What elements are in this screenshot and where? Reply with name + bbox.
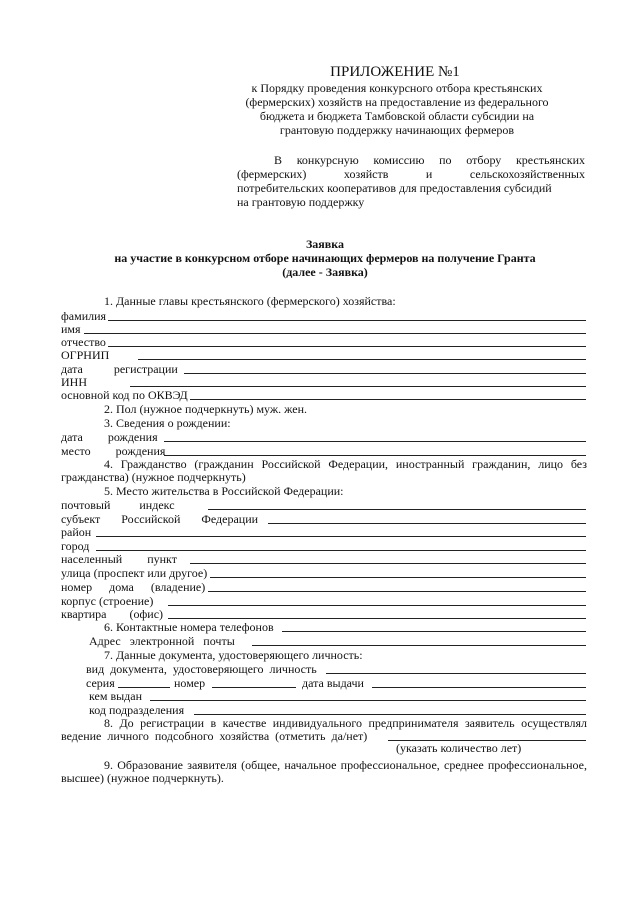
- application-note: (далее - Заявка): [282, 265, 368, 279]
- application-subtitle: на участие в конкурсном отборе начинающих фермеров на получение Гранта: [114, 251, 536, 265]
- field-label-apartment: квартира (офис): [61, 607, 164, 621]
- field-label-settlement: населенный пункт: [61, 552, 177, 566]
- field-label-number: номер: [174, 676, 206, 690]
- field-line-unit-code[interactable]: [194, 714, 586, 715]
- field-label-issued-by: кем выдан: [89, 689, 143, 703]
- field-label-surname: фамилия: [61, 309, 107, 323]
- addressee-line: на грантовую поддержку: [237, 195, 365, 209]
- addressee-line: потребительских кооперативов для предоставления субсидий: [237, 181, 552, 195]
- appendix-title: ПРИЛОЖЕНИЕ №1: [330, 64, 460, 80]
- field-label-patronymic: отчество: [61, 335, 106, 349]
- field-line-patronymic[interactable]: [108, 346, 586, 347]
- field-label-inn: ИНН: [61, 375, 87, 389]
- field-line-city[interactable]: [96, 550, 586, 551]
- field-line-inn[interactable]: [130, 386, 586, 387]
- section8-note: (указать количество лет): [396, 741, 522, 755]
- field-line-settlement[interactable]: [190, 563, 586, 564]
- field-line-district[interactable]: [96, 536, 586, 537]
- field-label-house: номер дома (владение): [61, 580, 206, 594]
- appendix-subtitle-line: (фермерских) хозяйств на предоставление из федерального: [245, 95, 549, 109]
- field-label-unit-code: код подразделения: [89, 703, 185, 717]
- field-line-series[interactable]: [118, 687, 170, 688]
- field-line-issue-date[interactable]: [372, 687, 586, 688]
- field-label-birth-date: дата рождения: [61, 430, 158, 444]
- section3-title: 3. Сведения о рождении:: [104, 416, 231, 430]
- section8-text: 8. До регистрации в качестве индивидуального предпринимателя заявитель осуществлял: [104, 716, 587, 730]
- section9-education-cont: высшее) (нужное подчеркнуть).: [61, 771, 224, 785]
- field-label-city: город: [61, 539, 90, 553]
- field-line-building[interactable]: [168, 605, 586, 606]
- section5-title: 5. Место жительства в Российской Федерации:: [104, 484, 344, 498]
- appendix-subtitle-line: к Порядку проведения конкурсного отбора крестьянских: [251, 81, 543, 95]
- section7-title: 7. Данные документа, удостоверяющего личность:: [104, 648, 363, 662]
- field-line-street[interactable]: [210, 577, 586, 578]
- field-line-doc-type[interactable]: [326, 673, 586, 674]
- field-label-issue-date: дата выдачи: [302, 676, 364, 690]
- field-line-email[interactable]: [252, 645, 586, 646]
- field-label-series: серия: [86, 676, 115, 690]
- field-label-ogrnip: ОГРНИП: [61, 348, 110, 362]
- field-label-name: имя: [61, 322, 81, 336]
- field-line-postal-code[interactable]: [208, 509, 586, 510]
- appendix-subtitle-line: грантовую поддержку начинающих фермеров: [279, 123, 515, 137]
- field-line-region[interactable]: [268, 523, 586, 524]
- field-label-building: корпус (строение): [61, 594, 154, 608]
- field-label-registration-date: дата регистрации: [61, 362, 178, 376]
- section1-title: 1. Данные главы крестьянского (фермерского) хозяйства:: [104, 294, 396, 308]
- application-title: Заявка: [305, 237, 345, 251]
- field-line-ogrnip[interactable]: [138, 359, 586, 360]
- field-line-okved[interactable]: [190, 399, 586, 400]
- field-line-birth-date[interactable]: [164, 441, 586, 442]
- section2-gender: 2. Пол (нужное подчеркнуть) муж. жен.: [104, 402, 308, 416]
- section6-phones-label: 6. Контактные номера телефонов: [104, 620, 274, 634]
- field-line-birth-place[interactable]: [164, 455, 586, 456]
- field-label-street: улица (проспект или другое): [61, 566, 208, 580]
- field-label-region: субъект Российской Федерации: [61, 512, 259, 526]
- field-line-number[interactable]: [212, 687, 296, 688]
- addressee-line: В конкурсную комиссию по отбору крестьянских: [274, 153, 585, 167]
- field-line-name[interactable]: [84, 333, 586, 334]
- field-label-birth-place: место рождения: [61, 444, 166, 458]
- field-line-phones[interactable]: [282, 631, 586, 632]
- field-line-issued-by[interactable]: [150, 700, 586, 701]
- field-label-okved: основной код по ОКВЭД: [61, 388, 188, 402]
- section9-education: 9. Образование заявителя (общее, начальное профессиональное, среднее профессиональное,: [104, 758, 587, 772]
- field-line-house[interactable]: [208, 591, 586, 592]
- addressee-line: (фермерских) хозяйств и сельскохозяйственных: [237, 167, 585, 181]
- section4-citizenship-cont: гражданства) (нужное подчеркнуть): [61, 470, 246, 484]
- section8-text-cont: ведение личного подсобного хозяйства (отметить да/нет): [61, 729, 368, 743]
- field-label-email: Адрес электронной почты: [89, 634, 235, 648]
- field-line-registration-date[interactable]: [184, 373, 586, 374]
- field-line-surname[interactable]: [108, 320, 586, 321]
- field-label-postal-code: почтовый индекс: [61, 498, 175, 512]
- field-line-apartment[interactable]: [168, 618, 586, 619]
- section4-citizenship: 4. Гражданство (гражданин Российской Федерации, иностранный гражданин, лицо без: [104, 457, 587, 471]
- field-label-district: район: [61, 525, 92, 539]
- field-label-doc-type: вид документа, удостоверяющего личность: [86, 662, 317, 676]
- appendix-subtitle-line: бюджета и бюджета Тамбовской области субсидии на: [259, 109, 535, 123]
